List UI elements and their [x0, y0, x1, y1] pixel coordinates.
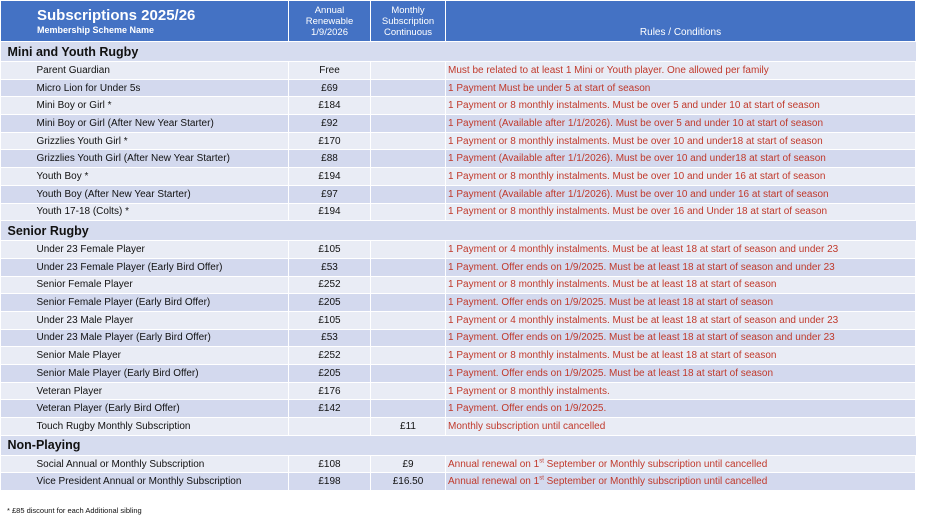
scheme-name: Parent Guardian	[1, 62, 289, 80]
monthly-price	[371, 311, 446, 329]
table-row	[1, 241, 916, 259]
scheme-name: Grizzlies Youth Girl *	[1, 132, 289, 150]
monthly-price	[371, 329, 446, 347]
scheme-name: Senior Female Player (Early Bird Offer)	[1, 294, 289, 312]
annual-price: £252	[289, 347, 371, 365]
section-header	[1, 221, 916, 241]
scheme-name: Senior Male Player	[1, 347, 289, 365]
table-row	[1, 132, 916, 150]
table-row	[1, 62, 916, 80]
monthly-price	[371, 294, 446, 312]
table-row	[1, 97, 916, 115]
table-row	[1, 455, 916, 473]
rule-text: 1 Payment or 8 monthly instalments. Must be at least 18 at start of season	[446, 276, 916, 294]
annual-price: £69	[289, 79, 371, 97]
annual-price: £53	[289, 258, 371, 276]
scheme-name: Social Annual or Monthly Subscription	[1, 455, 289, 473]
table-row	[1, 115, 916, 133]
annual-price: £194	[289, 203, 371, 221]
rule-text: 1 Payment or 4 monthly instalments. Must be at least 18 at start of season and under 23	[446, 311, 916, 329]
monthly-price	[371, 62, 446, 80]
annual-price: £176	[289, 382, 371, 400]
monthly-column-header	[371, 1, 446, 42]
table-row	[1, 382, 916, 400]
section-header	[1, 42, 916, 62]
monthly-header-line: Continuous	[383, 26, 433, 38]
section-title: Senior Rugby	[1, 221, 916, 241]
monthly-price	[371, 276, 446, 294]
monthly-price	[371, 115, 446, 133]
annual-price: £88	[289, 150, 371, 168]
annual-price: £252	[289, 276, 371, 294]
annual-price: £170	[289, 132, 371, 150]
table-row	[1, 418, 916, 436]
scheme-name: Senior Male Player (Early Bird Offer)	[1, 365, 289, 383]
annual-price: £142	[289, 400, 371, 418]
annual-price	[289, 418, 371, 436]
table-row	[1, 365, 916, 383]
monthly-price	[371, 97, 446, 115]
table-row	[1, 347, 916, 365]
title-cell	[1, 1, 289, 42]
scheme-name: Youth Boy *	[1, 168, 289, 186]
monthly-price	[371, 203, 446, 221]
rule-text: 1 Payment. Offer ends on 1/9/2025. Must be at least 18 at start of season	[446, 365, 916, 383]
table-row	[1, 258, 916, 276]
rule-text: 1 Payment or 4 monthly instalments. Must be at least 18 at start of season and under 23	[446, 241, 916, 259]
rule-text-superscript: st	[539, 475, 544, 482]
rule-text: 1 Payment Must be under 5 at start of season	[446, 79, 916, 97]
annual-price: £205	[289, 365, 371, 383]
monthly-header-line: Subscription	[381, 15, 435, 27]
monthly-price: £9	[371, 455, 446, 473]
annual-header-line: Renewable	[305, 15, 354, 27]
monthly-header-line: Monthly	[391, 4, 425, 16]
scheme-name: Under 23 Female Player (Early Bird Offer)	[1, 258, 289, 276]
rule-text: 1 Payment or 8 monthly instalments. Must be over 10 and under 16 at start of season	[446, 168, 916, 186]
monthly-price	[371, 241, 446, 259]
rule-text-part: September or Monthly subscription until cancelled	[543, 476, 768, 488]
rule-text-part: Annual renewal on 1	[448, 476, 540, 488]
rule-text: 1 Payment (Available after 1/1/2026). Must be over 10 and under18 at start of season	[446, 150, 916, 168]
scheme-name: Youth Boy (After New Year Starter)	[1, 185, 289, 203]
table-row	[1, 294, 916, 312]
page-title: Subscriptions 2025/26	[37, 6, 196, 24]
table-row	[1, 276, 916, 294]
table-row	[1, 400, 916, 418]
annual-price: £194	[289, 168, 371, 186]
annual-header-line: Annual	[314, 4, 345, 16]
monthly-price	[371, 258, 446, 276]
annual-price: Free	[289, 62, 371, 80]
monthly-price	[371, 185, 446, 203]
rule-text: 1 Payment or 8 monthly instalments. Must be over 5 and under 10 at start of season	[446, 97, 916, 115]
rule-text	[446, 473, 916, 490]
scheme-name: Vice President Annual or Monthly Subscription	[1, 473, 289, 490]
monthly-price	[371, 382, 446, 400]
annual-price: £105	[289, 241, 371, 259]
table-body	[1, 42, 916, 491]
header-row	[1, 1, 916, 42]
annual-price: £97	[289, 185, 371, 203]
table-row	[1, 203, 916, 221]
scheme-name: Micro Lion for Under 5s	[1, 79, 289, 97]
annual-price: £92	[289, 115, 371, 133]
scheme-name: Under 23 Female Player	[1, 241, 289, 259]
rule-text: Must be related to at least 1 Mini or Youth player. One allowed per family	[446, 62, 916, 80]
annual-price: £53	[289, 329, 371, 347]
table-row	[1, 150, 916, 168]
annual-header-line: 1/9/2026	[311, 26, 348, 38]
monthly-price	[371, 347, 446, 365]
monthly-price	[371, 132, 446, 150]
rule-text: 1 Payment or 8 monthly instalments. Must be over 16 and Under 18 at start of season	[446, 203, 916, 221]
table-row	[1, 473, 916, 490]
rule-text: 1 Payment. Offer ends on 1/9/2025.	[446, 400, 916, 418]
monthly-price	[371, 168, 446, 186]
scheme-name: Veteran Player (Early Bird Offer)	[1, 400, 289, 418]
annual-column-header	[289, 1, 371, 42]
rule-text: 1 Payment (Available after 1/1/2026). Must be over 5 and under 10 at start of season	[446, 115, 916, 133]
table-row	[1, 329, 916, 347]
scheme-name: Mini Boy or Girl (After New Year Starter)	[1, 115, 289, 133]
monthly-price	[371, 400, 446, 418]
rule-text-superscript: st	[539, 458, 544, 465]
section-header	[1, 435, 916, 455]
section-title: Non-Playing	[1, 435, 916, 455]
scheme-name: Under 23 Male Player (Early Bird Offer)	[1, 329, 289, 347]
monthly-price: £11	[371, 418, 446, 436]
section-title: Mini and Youth Rugby	[1, 42, 916, 62]
rule-text: 1 Payment. Offer ends on 1/9/2025. Must be at least 18 at start of season	[446, 294, 916, 312]
rule-text: 1 Payment or 8 monthly instalments. Must be at least 18 at start of season	[446, 347, 916, 365]
monthly-price	[371, 365, 446, 383]
scheme-name: Senior Female Player	[1, 276, 289, 294]
rule-text-part: September or Monthly subscription until cancelled	[543, 458, 768, 470]
scheme-name: Under 23 Male Player	[1, 311, 289, 329]
table-row	[1, 311, 916, 329]
annual-price: £184	[289, 97, 371, 115]
scheme-name: Youth 17-18 (Colts) *	[1, 203, 289, 221]
scheme-name: Veteran Player	[1, 382, 289, 400]
rule-text: 1 Payment. Offer ends on 1/9/2025. Must be at least 18 at start of season and under 23	[446, 329, 916, 347]
rule-text	[446, 455, 916, 473]
table-row	[1, 168, 916, 186]
table-row	[1, 185, 916, 203]
rule-text: 1 Payment or 8 monthly instalments. Must be over 10 and under18 at start of season	[446, 132, 916, 150]
footnote: * £85 discount for each Additional sibling	[7, 506, 142, 515]
annual-price: £108	[289, 455, 371, 473]
monthly-price	[371, 79, 446, 97]
scheme-name: Mini Boy or Girl *	[1, 97, 289, 115]
monthly-price	[371, 150, 446, 168]
annual-price: £205	[289, 294, 371, 312]
rules-column-header: Rules / Conditions	[446, 1, 916, 42]
annual-price: £198	[289, 473, 371, 490]
rule-text: 1 Payment (Available after 1/1/2026). Must be over 10 and under 16 at start of season	[446, 185, 916, 203]
rule-text: Monthly subscription until cancelled	[446, 418, 916, 436]
rule-text: 1 Payment or 8 monthly instalments.	[446, 382, 916, 400]
monthly-price: £16.50	[371, 473, 446, 490]
table-row	[1, 79, 916, 97]
annual-price: £105	[289, 311, 371, 329]
rule-text: 1 Payment. Offer ends on 1/9/2025. Must be at least 18 at start of season and under 23	[446, 258, 916, 276]
scheme-name: Touch Rugby Monthly Subscription	[1, 418, 289, 436]
page-subtitle: Membership Scheme Name	[37, 24, 155, 35]
scheme-name: Grizzlies Youth Girl (After New Year Starter)	[1, 150, 289, 168]
rule-text-part: Annual renewal on 1	[448, 458, 540, 470]
